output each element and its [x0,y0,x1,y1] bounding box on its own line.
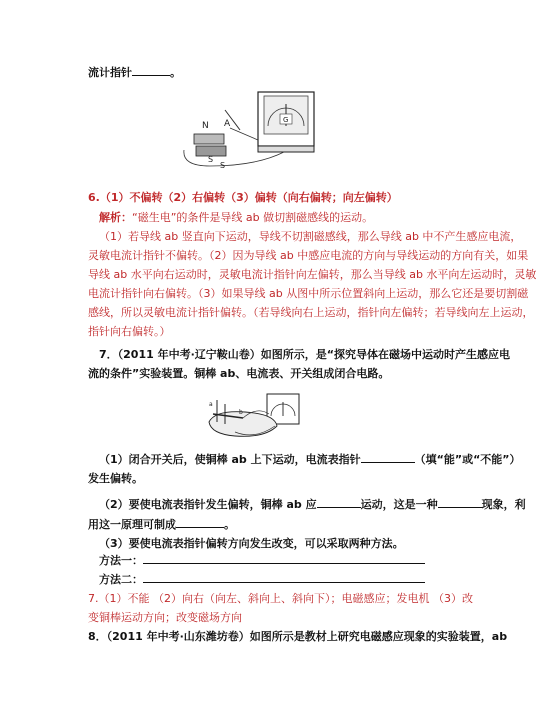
figure-magnet-galvanometer [180,90,320,170]
question-7-part1-cont: 发生偏转。 [88,472,143,485]
answer-6-heading: 6.（1）不偏转（2）右偏转（3）偏转（向右偏转；向左偏转） [88,191,398,204]
answer-blank [143,563,425,564]
top-line: 流计指针 。 [88,66,181,79]
answer-6-line: 导线 ab 水平向右运动时，灵敏电流计指针向左偏转，那么当导线 ab 水平向左运动时，灵敏 [88,268,536,281]
answer-blank [143,582,425,583]
svg-text:G: G [283,116,289,124]
answer-blank [438,507,482,508]
answer-blank [317,507,361,508]
answer-6-line: 感线，所以灵敏电流计指针偏转。（若导线向右上运动，指针向左偏转；若导线向左上运动， [88,306,534,319]
svg-text:N: N [202,121,209,131]
svg-text:A: A [224,119,231,129]
answer-blank [361,462,415,463]
svg-text:a: a [209,401,213,408]
answer-6-line: 灵敏电流计指针不偏转。（2）因为导线 ab 中感应电流的方向与导线运动的方向有关，如果 [88,249,529,262]
figure-copper-rod-ammeter [205,392,305,442]
method-two: 方法二： [99,573,425,586]
question-7-part1: （1）闭合开关后，使铜棒 ab 上下运动，电流表指针 （填“能”或“不能”） [99,453,521,466]
question-7-line1: 7．（2011 年中考·辽宁鞍山卷）如图所示，是“探究导体在磁场中运动时产生感应电 [99,348,511,361]
question-7-line2: 流的条件”实验装置。铜棒 ab、电流表、开关组成闭合电路。 [88,367,390,380]
answer-7-line1: 7.（1）不能 （2）向右（向左、斜向上、斜向下）；电磁感应；发电机 （3）改 [88,592,473,605]
question-8: 8．（2011 年中考·山东潍坊卷）如图所示是教材上研究电磁感应现象的实验装置，ab [88,630,508,643]
answer-6-analysis: 解析：“磁生电”的条件是导线 ab 做切割磁感线的运动。 [99,211,374,224]
answer-blank [176,527,224,528]
answer-7-line2: 变铜棒运动方向；改变磁场方向 [88,611,242,624]
question-7-part3: （3）要使电流表指针偏转方向发生改变，可以采取两种方法。 [99,537,404,550]
question-7-part2: （2）要使电流表指针发生偏转，铜棒 ab 应 运动，这是一种 现象，利 [99,498,526,511]
svg-text:S: S [220,161,226,170]
question-7-part2-cont: 用这一原理可制成 。 [88,518,235,531]
answer-6-line: 指针向右偏转。） [88,325,171,338]
answer-6-line: （1）若导线 ab 竖直向下运动，导线不切割磁感线，那么导线 ab 中不产生感应电流， [99,230,522,243]
answer-blank [132,75,170,76]
svg-text:S: S [208,155,214,164]
method-one: 方法一： [99,554,425,567]
svg-text:b: b [239,409,243,416]
answer-6-line: 电流计指针向右偏转。（3）如果导线 ab 从图中所示位置斜向上运动，那么它还是要切割磁 [88,287,529,300]
